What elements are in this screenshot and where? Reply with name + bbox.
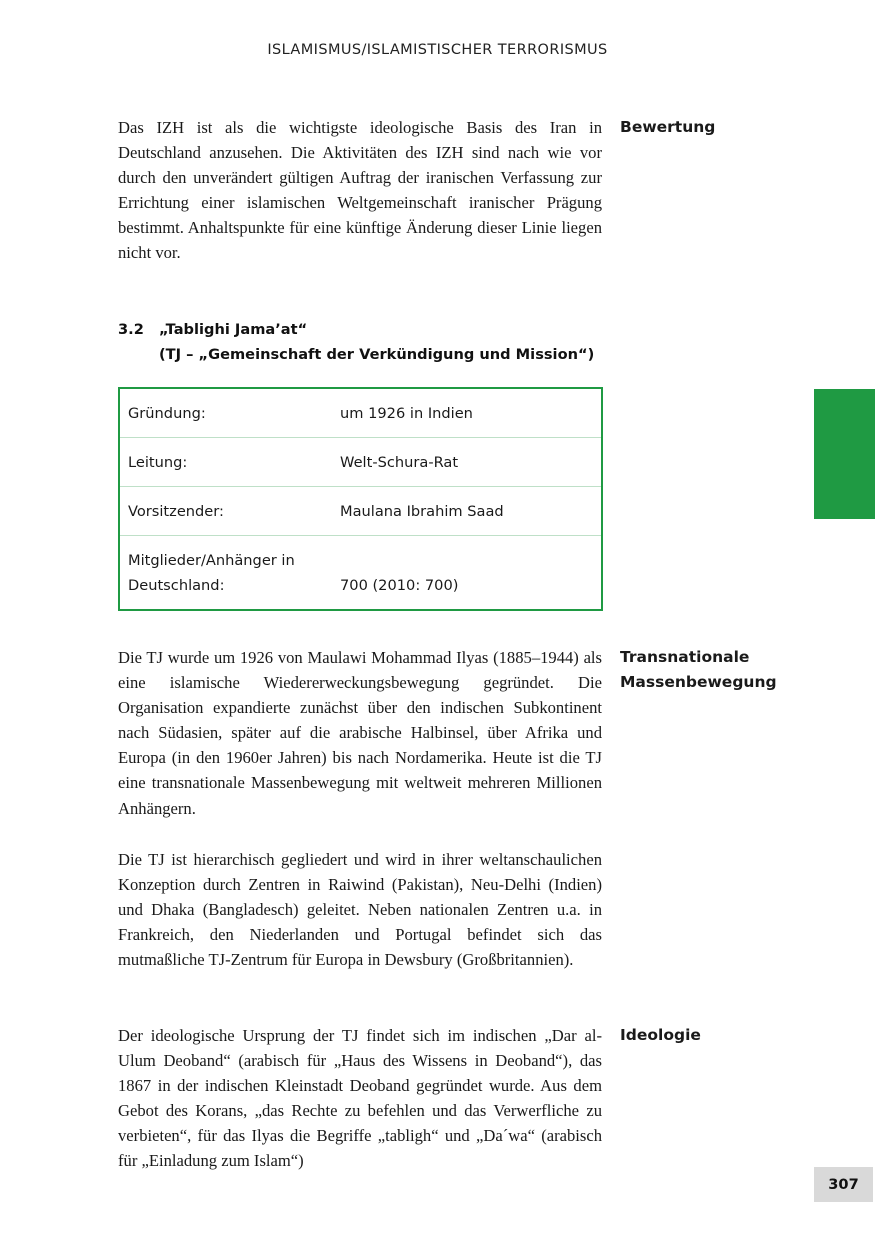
section-number: 3.2: [118, 321, 144, 338]
fact-box: [118, 387, 603, 611]
fact-label-line2: Deutschland:: [128, 577, 225, 594]
margin-note-line: Massenbewegung: [620, 673, 777, 692]
fact-row-mitglieder: [120, 536, 601, 609]
section-heading: [118, 317, 618, 367]
running-header: ISLAMISMUS/ISLAMISTISCHER TERRORISMUS: [267, 42, 608, 58]
chapter-tab-marker: [814, 389, 875, 519]
section-title-line2: (TJ – „Gemeinschaft der Verkündigung und Mission“): [159, 346, 595, 363]
margin-note-transnational: [620, 645, 810, 695]
fact-value: um 1926 in Indien: [340, 405, 473, 422]
margin-note-ideologie: Ideologie: [620, 1026, 701, 1044]
fact-value: Maulana Ibrahim Saad: [340, 503, 504, 520]
paragraph-bewertung: Das IZH ist als die wichtigste ideologische Basis des Iran in Deutschland anzusehen. Die Aktivitäten des IZH sind nach wie vor durch den unverändert gültigen Auftrag der iranischen Verfassung zur Errichtung einer islamischen Weltgemeinschaft iranischer Prägung bestimmt. Anhaltspunkte für eine künftige Änderung dieser Linie liegen nicht vor.: [118, 118, 602, 263]
fact-row-gruendung: [120, 389, 601, 438]
fact-value: 700 (2010: 700): [340, 577, 459, 594]
fact-value: Welt-Schura-Rat: [340, 454, 459, 471]
fact-label: Leitung:: [128, 454, 188, 471]
fact-row-vorsitzender: [120, 487, 601, 536]
margin-note-line: Transnationale: [620, 648, 750, 666]
fact-label: Vorsitzender:: [128, 503, 224, 520]
paragraph-tj-structure: Die TJ ist hierarchisch gegliedert und wird in ihrer weltanschaulichen Konzeption durch Zentren in Raiwind (Pakistan), Neu-Delhi (Indien) und Dhaka (Bangladesch) geleitet. Neben nationalen Zentren u.a. in Frankreich, den Niederlanden und Portugal befindet sich das mutmaßliche TJ-Zentrum für Europa in Dewsbury (Großbritannien).: [118, 850, 602, 970]
margin-note-bewertung: Bewertung: [620, 118, 716, 136]
paragraph-tj-history: Die TJ wurde um 1926 von Maulawi Mohammad Ilyas (1885–1944) als eine islamische Wiedererweckungsbewegung gegründet. Die Organisation expandierte zunächst über den indischen Subkontinent nach Südasien, später auf die arabische Halbinsel, über Afrika und Europa (in den 1960er Jahren) bis nach Nordamerika. Heute ist die TJ eine transnationale Massenbewegung mit weltweit mehreren Millionen Anhängern.: [118, 648, 602, 818]
paragraph-tj-ideology: Der ideologische Ursprung der TJ findet sich im indischen „Dar al-Ulum Deoband“ (arabisch für „Haus des Wissens in Deoband“), das 1867 in der indischen Kleinstadt Deoband gegründet wurde. Aus dem Gebot des Korans, „das Rechte zu befehlen und das Verwerfliche zu verbieten“, für das Ilyas die Begriffe „tabligh“ und „Da´wa“ (arabisch für „Einladung zum Islam“): [118, 1026, 602, 1171]
fact-label: Gründung:: [128, 405, 206, 422]
fact-label-line1: Mitglieder/Anhänger in: [128, 552, 295, 569]
fact-row-leitung: [120, 438, 601, 487]
page-number: 307: [814, 1167, 873, 1202]
section-title-line1: „Tablighi Jama’at“: [159, 321, 308, 338]
